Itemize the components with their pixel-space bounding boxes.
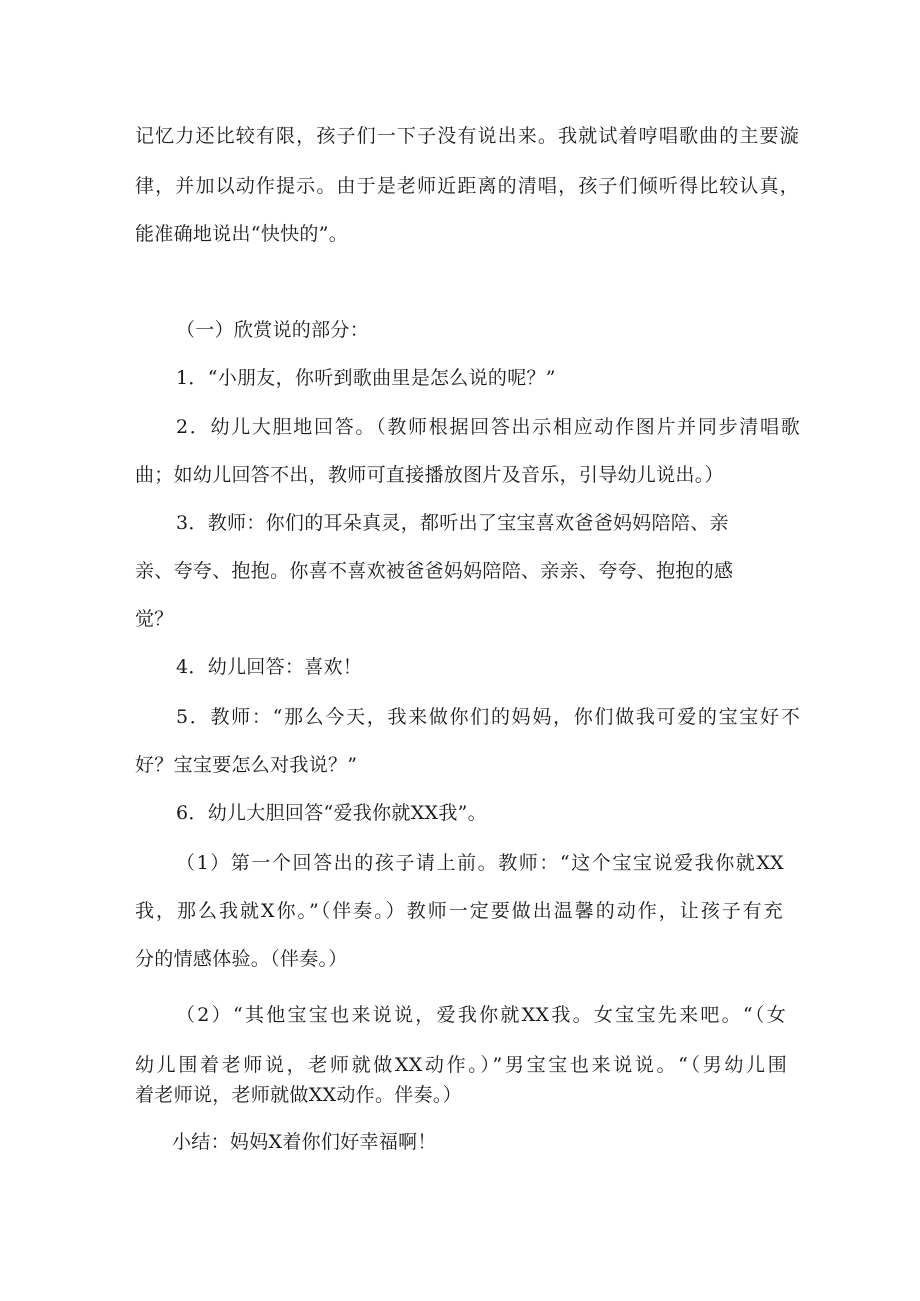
sub-item-2-line-2: 幼儿围着老师说，老师就做XX动作。）”男宝宝也来说说。“（男幼儿围 bbox=[135, 1054, 787, 1076]
item-3-line-1: 3．教师：你们的耳朵真灵，都听出了宝宝喜欢爸爸妈妈陪陪、亲 bbox=[176, 512, 729, 534]
item-2-line-2: 曲；如幼儿回答不出，教师可直接播放图片及音乐，引导幼儿说出。） bbox=[135, 464, 724, 486]
item-3-line-3: 觉？ bbox=[135, 608, 174, 630]
sub-item-1-line-1: （1）第一个回答出的孩子请上前。教师：“这个宝宝说爱我你就XX bbox=[176, 852, 784, 874]
item-4: 4．幼儿回答：喜欢！ bbox=[176, 656, 363, 678]
item-2-line-1: 2．幼儿大胆地回答。（教师根据回答出示相应动作图片并同步清唱歌 bbox=[176, 416, 800, 438]
section-heading: （一）欣赏说的部分： bbox=[176, 319, 370, 341]
sub-item-1-line-3: 分的情感体验。（伴奏。） bbox=[135, 948, 348, 970]
summary: 小结：妈妈X着你们好幸福啊！ bbox=[172, 1131, 437, 1153]
item-1: 1．“小朋友，你听到歌曲里是怎么说的呢？” bbox=[176, 367, 556, 389]
item-6: 6．幼儿大胆回答“爱我你就XX我”。 bbox=[176, 802, 487, 824]
sub-item-2-line-3: 着老师说，老师就做XX动作。伴奏。） bbox=[135, 1084, 462, 1106]
item-3-line-2: 亲、夸夸、抱抱。你喜不喜欢被爸爸妈妈陪陪、亲亲、夸夸、抱抱的感 bbox=[135, 560, 734, 582]
intro-line-1: 记忆力还比较有限，孩子们一下子没有说出来。我就试着哼唱歌曲的主要漩 bbox=[135, 125, 799, 147]
intro-line-3: 能准确地说出“快快的”。 bbox=[135, 223, 349, 245]
intro-line-2: 律，并加以动作提示。由于是老师近距离的清唱，孩子们倾听得比较认真， bbox=[135, 175, 799, 197]
item-5-line-2: 好？宝宝要怎么对我说？” bbox=[135, 754, 358, 776]
item-5-line-1: 5．教师：“那么今天，我来做你们的妈妈，你们做我可爱的宝宝好不 bbox=[176, 706, 800, 728]
sub-item-1-line-2: 我，那么我就X你。”（伴奏。）教师一定要做出温馨的动作，让孩子有充 bbox=[135, 900, 783, 922]
sub-item-2-line-1: （2）“其他宝宝也来说说，爱我你就XX我。女宝宝先来吧。“（女 bbox=[176, 1004, 786, 1026]
